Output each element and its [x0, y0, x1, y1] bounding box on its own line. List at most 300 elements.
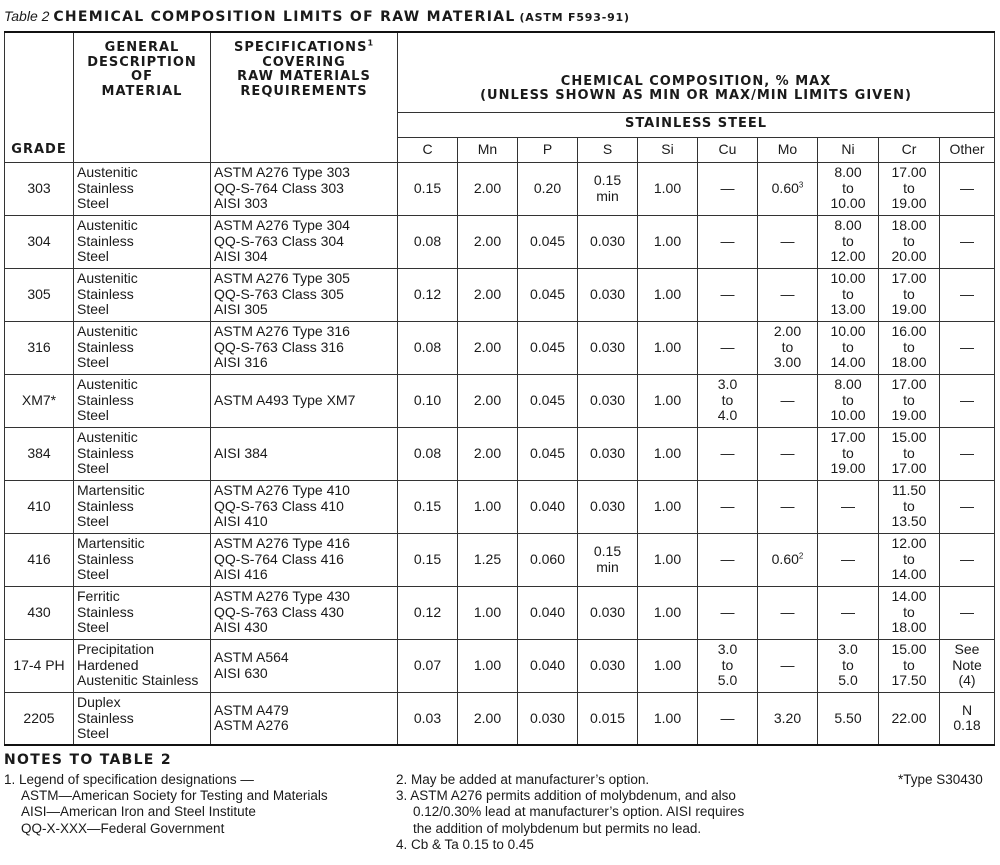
s-value-cell	[578, 162, 638, 215]
specification-line: QQ-S-763 Class 410	[214, 497, 344, 514]
value-line	[638, 287, 697, 303]
value-text: 2.00	[473, 179, 502, 196]
value-line	[758, 340, 817, 356]
value-line	[578, 173, 637, 189]
value-line	[698, 711, 757, 727]
si-value-cell	[638, 268, 698, 321]
specification-line: ASTM A276	[214, 717, 289, 734]
table-row	[5, 480, 995, 533]
value-line	[578, 234, 637, 250]
element-header-mo: Mo	[758, 137, 818, 162]
value-line	[578, 499, 637, 515]
description-cell	[74, 639, 211, 692]
element-header-s: S	[578, 137, 638, 162]
note-3-line: 0.12/0.30% lead at manufacturer’s option. AISI requires	[413, 804, 745, 820]
value-line	[518, 234, 577, 250]
other-value-cell	[940, 533, 995, 586]
value-text: —	[960, 232, 975, 249]
ni-value-cell	[818, 480, 879, 533]
value-text: 20.00	[891, 248, 927, 265]
value-text: 1.00	[653, 444, 682, 461]
si-value-cell	[638, 639, 698, 692]
description-line: Steel	[77, 566, 109, 583]
description-cell	[74, 374, 211, 427]
notes-column-2	[396, 772, 816, 853]
value-text: 18.00	[891, 217, 927, 234]
table-title: CHEMICAL COMPOSITION LIMITS OF RAW MATERIAL	[53, 9, 516, 25]
value-line	[818, 430, 878, 446]
value-text: 3.20	[773, 709, 802, 726]
value-text: 0.15	[593, 172, 622, 188]
specifications-cell	[211, 427, 398, 480]
ni-value-cell	[818, 374, 879, 427]
value-text: —	[780, 497, 795, 514]
value-text: 16.00	[891, 323, 927, 340]
specification-line: ASTM A276 Type 316	[214, 323, 350, 340]
value-line	[638, 658, 697, 674]
specification-line: AISI 416	[214, 566, 268, 583]
description-line: Stainless	[77, 550, 134, 567]
value-text: 1.00	[653, 285, 682, 302]
value-text: to	[842, 656, 854, 673]
value-text: to	[781, 338, 794, 355]
cr-value-cell	[879, 162, 940, 215]
value-line	[879, 324, 939, 340]
element-header-p: P	[518, 137, 578, 162]
table-row	[5, 215, 995, 268]
s-value-cell	[578, 321, 638, 374]
description-line: Stainless	[77, 709, 134, 726]
value-line	[940, 718, 994, 734]
value-text: —	[841, 603, 855, 620]
value-line	[818, 673, 878, 689]
value-text: 2.00	[473, 338, 502, 355]
specifications-cell	[211, 480, 398, 533]
value-text: 0.060	[529, 550, 566, 567]
specification-line: AISI 384	[214, 444, 268, 461]
value-text: 1.00	[653, 656, 682, 673]
value-text: 0.030	[589, 444, 626, 461]
value-line	[638, 446, 697, 462]
value-line	[518, 658, 577, 674]
ni-value-cell	[818, 215, 879, 268]
value-line	[818, 461, 878, 477]
specification-line: QQ-S-763 Class 430	[214, 603, 344, 620]
description-line: Stainless	[77, 232, 134, 249]
specification-line: ASTM A276 Type 416	[214, 535, 350, 552]
value-line	[698, 377, 757, 393]
value-line	[940, 234, 994, 250]
value-text: Note	[952, 656, 982, 673]
value-text: 0.030	[589, 391, 626, 408]
cu-value-cell	[698, 692, 758, 745]
specification-line: QQ-S-764 Class 303	[214, 179, 344, 196]
element-header-ni: Ni	[818, 137, 879, 162]
table-row	[5, 586, 995, 639]
value-text: —	[720, 709, 735, 726]
stainless-steel-header: STAINLESS STEEL	[398, 112, 995, 137]
description-line: Steel	[77, 407, 109, 424]
description-cell	[74, 692, 211, 745]
element-header-cr: Cr	[879, 137, 940, 162]
value-line	[578, 605, 637, 621]
c-value-cell	[398, 639, 458, 692]
value-line	[818, 446, 878, 462]
value-line	[518, 711, 577, 727]
mn-value-cell	[458, 639, 518, 692]
value-text: 19.00	[891, 301, 927, 318]
value-line	[398, 181, 457, 197]
value-line	[818, 234, 878, 250]
description-line: Steel	[77, 513, 109, 530]
other-value-cell	[940, 374, 995, 427]
description-line: Austenitic	[77, 217, 138, 234]
value-text: min	[596, 558, 619, 575]
value-line	[518, 552, 577, 568]
value-line	[879, 234, 939, 250]
value-line	[578, 340, 637, 356]
value-text: 14.00	[830, 354, 866, 371]
si-value-cell	[638, 427, 698, 480]
value-text: —	[841, 497, 855, 514]
p-value-cell	[518, 427, 578, 480]
cr-value-cell	[879, 374, 940, 427]
value-text: to	[903, 338, 915, 355]
mn-value-cell	[458, 427, 518, 480]
value-line	[758, 234, 817, 250]
value-line	[638, 711, 697, 727]
value-text: min	[596, 187, 619, 204]
description-line: Hardened	[77, 656, 139, 673]
table-number: Table 2	[4, 8, 50, 24]
value-line	[879, 642, 939, 658]
value-line	[818, 642, 878, 658]
p-value-cell	[518, 639, 578, 692]
value-text: 19.00	[891, 407, 927, 424]
ni-value-cell	[818, 268, 879, 321]
value-text: 0.15	[413, 179, 442, 196]
value-text: —	[780, 603, 795, 620]
value-text: 0.12	[413, 285, 442, 302]
value-text: —	[720, 444, 735, 461]
value-line	[940, 703, 994, 719]
description-line: Austenitic	[77, 429, 138, 446]
specification-line: QQ-S-764 Class 416	[214, 550, 344, 567]
mn-value-cell	[458, 215, 518, 268]
value-text: —	[960, 391, 975, 408]
value-line	[518, 393, 577, 409]
value-line	[458, 446, 517, 462]
s-value-cell	[578, 533, 638, 586]
specifications-cell	[211, 162, 398, 215]
cu-value-cell	[698, 215, 758, 268]
value-text: to	[842, 179, 854, 196]
grade-cell: 17-4 PH	[5, 639, 74, 692]
value-line	[879, 536, 939, 552]
value-text: 0.15	[413, 497, 442, 514]
value-text: 1.00	[653, 497, 682, 514]
value-text: 8.00	[834, 376, 862, 393]
value-line	[578, 711, 637, 727]
table-caption	[4, 8, 630, 25]
value-text: 8.00	[834, 217, 862, 234]
p-value-cell	[518, 586, 578, 639]
value-line	[578, 544, 637, 560]
cu-value-cell	[698, 321, 758, 374]
value-line	[758, 711, 817, 727]
s-value-cell	[578, 427, 638, 480]
cu-value-cell	[698, 586, 758, 639]
value-text: —	[780, 232, 795, 249]
specifications-cell	[211, 533, 398, 586]
value-text: 17.00	[891, 460, 927, 477]
value-text: 0.08	[413, 338, 442, 355]
value-text: —	[780, 656, 795, 673]
value-line	[818, 711, 878, 727]
value-text: 0.030	[589, 338, 626, 355]
description-cell	[74, 533, 211, 586]
value-line	[879, 302, 939, 318]
value-text: to	[903, 285, 915, 302]
value-text: 17.00	[891, 376, 927, 393]
value-line	[518, 181, 577, 197]
value-text: 19.00	[891, 195, 927, 212]
specification-line: QQ-S-763 Class 316	[214, 338, 344, 355]
value-text: 1.00	[653, 338, 682, 355]
value-text: 0.045	[529, 444, 566, 461]
specification-line: ASTM A276 Type 410	[214, 482, 350, 499]
value-text: 0.18	[953, 717, 981, 734]
value-text: 18.00	[891, 354, 927, 371]
value-line	[638, 552, 697, 568]
value-text: 5.0	[838, 672, 858, 689]
value-text: 17.00	[891, 164, 927, 181]
value-line	[518, 287, 577, 303]
value-line	[458, 499, 517, 515]
value-line	[879, 287, 939, 303]
s-value-cell	[578, 374, 638, 427]
description-line: Ferritic	[77, 588, 120, 605]
value-line	[879, 673, 939, 689]
note-1-line: ASTM—American Society for Testing and Materials	[21, 788, 328, 804]
note-3: 3. ASTM A276 permits addition of molybdenum, and also	[396, 788, 736, 804]
value-text: 1.00	[653, 232, 682, 249]
specification-line: ASTM A493 Type XM7	[214, 391, 356, 408]
value-line	[940, 642, 994, 658]
specification-line: ASTM A276 Type 305	[214, 270, 350, 287]
c-value-cell	[398, 268, 458, 321]
c-value-cell	[398, 586, 458, 639]
description-line: Steel	[77, 248, 109, 265]
c-value-cell	[398, 215, 458, 268]
value-text: 3.0	[717, 376, 738, 393]
value-line	[818, 324, 878, 340]
value-text: 10.00	[830, 323, 866, 340]
value-text: 4.0	[717, 407, 738, 424]
description-line: Stainless	[77, 338, 134, 355]
table-standard: (ASTM F593-91)	[519, 11, 630, 24]
other-value-cell	[940, 268, 995, 321]
specification-line: ASTM A479	[214, 701, 289, 718]
specification-line: QQ-S-763 Class 305	[214, 285, 344, 302]
grade-cell: 303	[5, 162, 74, 215]
value-line	[758, 658, 817, 674]
value-line	[940, 605, 994, 621]
value-text: —	[720, 285, 735, 302]
element-header-mn: Mn	[458, 137, 518, 162]
other-value-cell	[940, 692, 995, 745]
value-line	[818, 218, 878, 234]
s-value-cell	[578, 586, 638, 639]
value-text: 17.50	[891, 672, 927, 689]
specifications-cell	[211, 586, 398, 639]
value-text: 1.00	[653, 603, 682, 620]
specification-line: AISI 316	[214, 354, 268, 371]
value-line	[518, 340, 577, 356]
cr-value-cell	[879, 586, 940, 639]
specifications-cell	[211, 215, 398, 268]
value-line	[879, 589, 939, 605]
mo-value-cell	[758, 639, 818, 692]
p-value-cell	[518, 162, 578, 215]
cr-value-cell	[879, 427, 940, 480]
table-row	[5, 533, 995, 586]
composition-table	[4, 31, 995, 746]
value-line	[518, 446, 577, 462]
cu-value-cell	[698, 533, 758, 586]
value-text: —	[960, 179, 975, 196]
value-line	[518, 499, 577, 515]
specification-line: ASTM A276 Type 430	[214, 588, 350, 605]
value-line	[818, 499, 878, 515]
table-row	[5, 321, 995, 374]
value-text: 0.030	[589, 603, 626, 620]
mn-value-cell	[458, 533, 518, 586]
description-line: Stainless	[77, 444, 134, 461]
value-line	[940, 393, 994, 409]
p-value-cell	[518, 533, 578, 586]
cu-value-cell	[698, 427, 758, 480]
notes-title: NOTES TO TABLE 2	[4, 752, 172, 768]
value-line	[458, 181, 517, 197]
value-text: 11.50	[892, 482, 926, 499]
description-line: Austenitic	[77, 376, 138, 393]
table-row	[5, 639, 995, 692]
value-text: 19.00	[830, 460, 866, 477]
grade-cell: 316	[5, 321, 74, 374]
value-text: —	[720, 179, 735, 196]
value-text: to	[842, 232, 854, 249]
value-line	[638, 234, 697, 250]
value-line	[879, 249, 939, 265]
value-line	[638, 499, 697, 515]
value-line	[879, 658, 939, 674]
value-text: 0.030	[589, 285, 626, 302]
value-text: 0.045	[529, 285, 566, 302]
cr-value-cell	[879, 268, 940, 321]
value-text: to	[903, 656, 915, 673]
value-text: 0.07	[413, 656, 442, 673]
value-line	[578, 446, 637, 462]
c-value-cell	[398, 480, 458, 533]
value-text: to	[903, 179, 915, 196]
description-line: Austenitic	[77, 270, 138, 287]
si-value-cell	[638, 321, 698, 374]
value-text: —	[960, 338, 975, 355]
composition-header: CHEMICAL COMPOSITION, % MAX (UNLESS SHOWN AS MIN OR MAX/MIN LIMITS GIVEN)	[398, 32, 995, 112]
table-row	[5, 162, 995, 215]
value-text: 0.030	[529, 709, 566, 726]
value-line	[638, 393, 697, 409]
value-line	[578, 287, 637, 303]
grade-cell: 430	[5, 586, 74, 639]
value-text: 3.0	[717, 641, 738, 658]
value-line	[398, 499, 457, 515]
value-text: —	[960, 497, 975, 514]
element-header-si: Si	[638, 137, 698, 162]
value-line	[398, 340, 457, 356]
value-text: 0.040	[529, 603, 566, 620]
value-line	[879, 271, 939, 287]
value-text: to	[903, 444, 915, 461]
value-text: 10.00	[830, 407, 866, 424]
value-text: 13.50	[891, 513, 927, 530]
value-line	[458, 658, 517, 674]
value-text: —	[720, 338, 735, 355]
c-value-cell	[398, 533, 458, 586]
element-header-c: C	[398, 137, 458, 162]
grade-cell: 410	[5, 480, 74, 533]
value-line	[879, 567, 939, 583]
description-line: Steel	[77, 195, 109, 212]
value-line	[518, 605, 577, 621]
value-line	[879, 165, 939, 181]
mo-value-cell	[758, 321, 818, 374]
description-cell	[74, 586, 211, 639]
value-text: 0.03	[413, 709, 442, 726]
value-text: 0.08	[413, 444, 442, 461]
grade-cell: XM7*	[5, 374, 74, 427]
cr-value-cell	[879, 321, 940, 374]
mn-value-cell	[458, 162, 518, 215]
value-text: 3.0	[838, 641, 858, 658]
description-line: Stainless	[77, 391, 134, 408]
value-text: to	[903, 497, 915, 514]
value-text: —	[960, 603, 975, 620]
grade-cell: 304	[5, 215, 74, 268]
value-line	[879, 430, 939, 446]
cu-value-cell	[698, 480, 758, 533]
value-line	[458, 234, 517, 250]
si-value-cell	[638, 162, 698, 215]
value-line	[698, 287, 757, 303]
value-text: —	[780, 444, 795, 461]
value-text: —	[841, 550, 855, 567]
value-text: to	[903, 232, 915, 249]
value-line	[818, 340, 878, 356]
value-line	[578, 393, 637, 409]
value-line	[578, 560, 637, 576]
value-line	[698, 642, 757, 658]
value-text: 1.00	[653, 550, 682, 567]
value-line	[398, 446, 457, 462]
value-text: 1.00	[653, 709, 682, 726]
value-text: 0.045	[529, 391, 566, 408]
value-line	[698, 234, 757, 250]
value-text: 0.60	[771, 550, 799, 567]
value-line	[818, 287, 878, 303]
value-text: 0.030	[589, 232, 626, 249]
